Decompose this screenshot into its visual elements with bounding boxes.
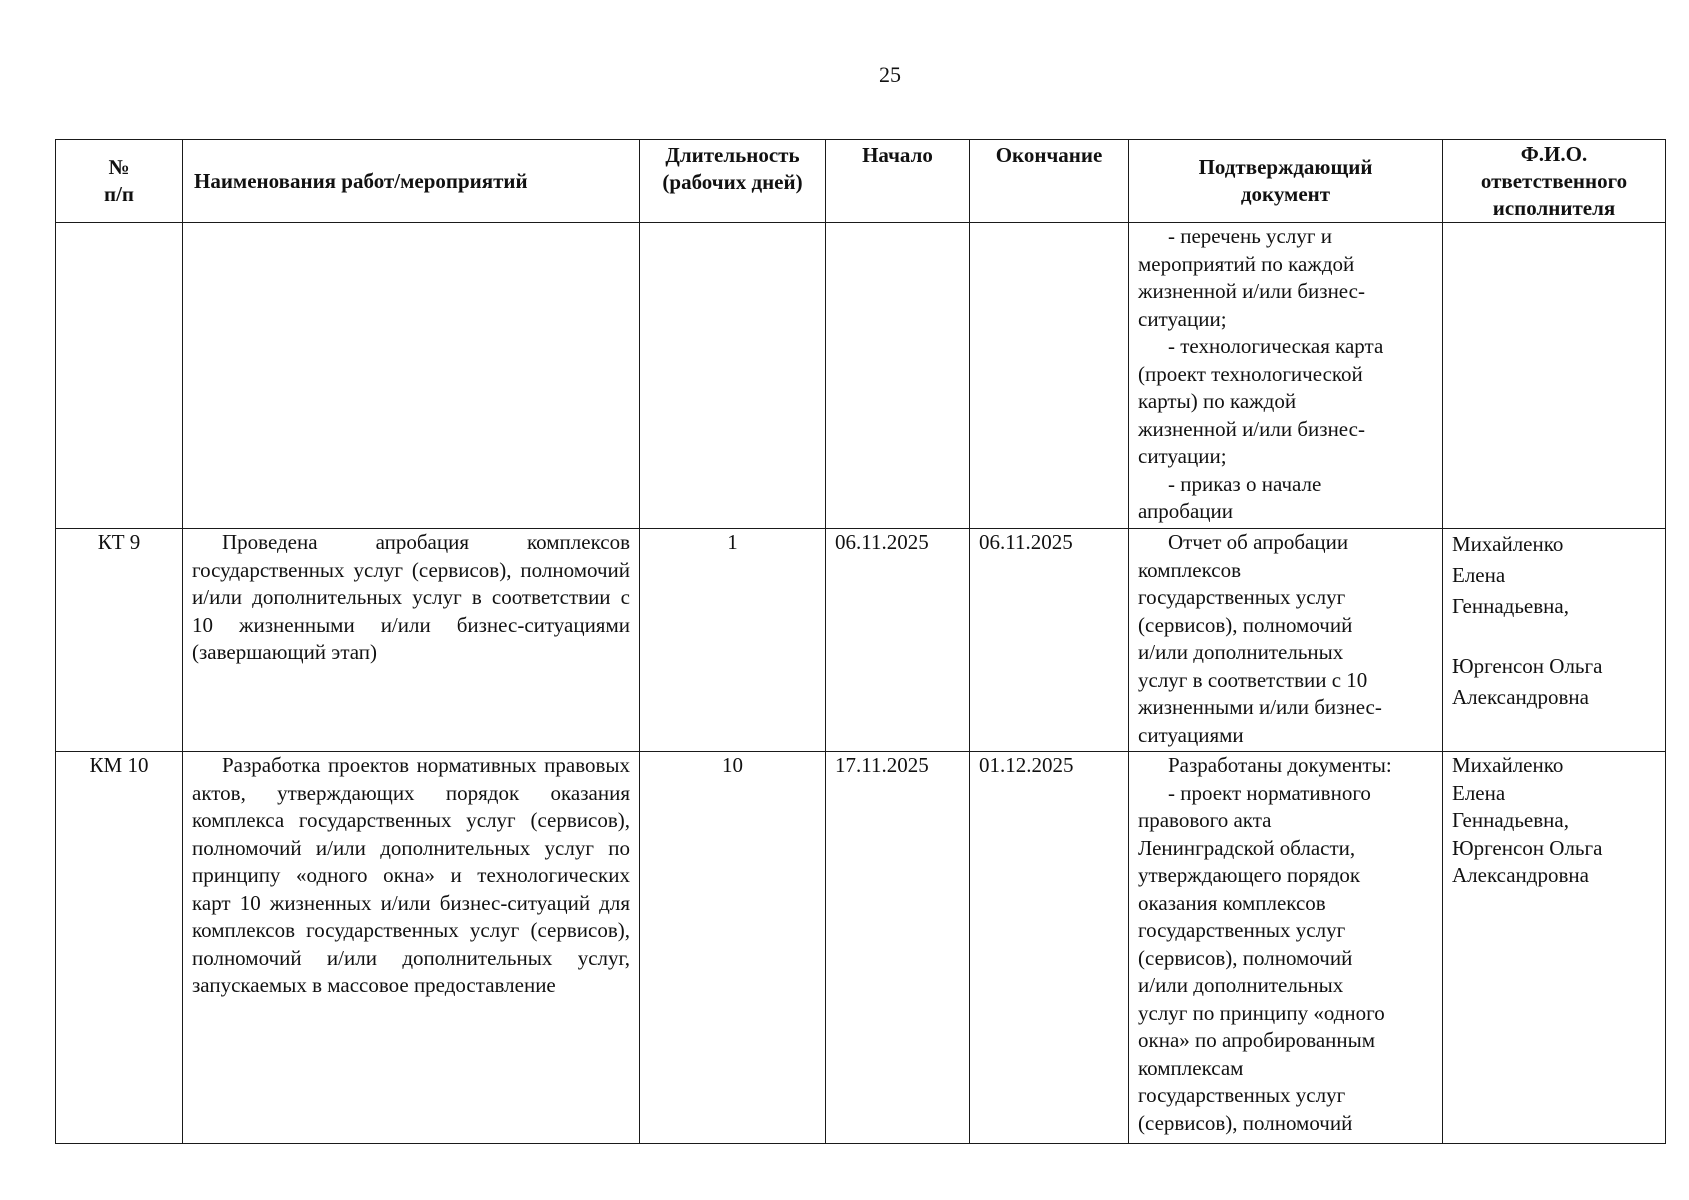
cell-end	[970, 223, 1129, 529]
doc-line: государственных услуг	[1138, 918, 1346, 942]
responsible-line: Елена	[1452, 780, 1506, 805]
cell-duration: 1	[640, 529, 826, 752]
doc-line: ситуации;	[1138, 444, 1227, 468]
header-duration: Длительность (рабочих дней)	[640, 140, 826, 223]
cell-name	[183, 223, 640, 529]
cell-start	[826, 223, 970, 529]
responsible-line: Юргенсон Ольга	[1452, 835, 1603, 860]
doc-line: - проект нормативного	[1168, 780, 1371, 805]
doc-line: Ленинградской области,	[1138, 835, 1356, 860]
responsible-gap	[1452, 622, 1656, 651]
cell-duration: 10	[640, 752, 826, 1144]
doc-line: ситуациями	[1138, 722, 1244, 747]
cell-num: КМ 10	[56, 752, 183, 1144]
responsible-line: Александровна	[1452, 685, 1589, 709]
doc-line: карты) по каждой	[1138, 389, 1297, 413]
page-number: 25	[879, 62, 901, 87]
header-responsible: Ф.И.О. ответственного исполнителя	[1443, 140, 1666, 223]
work-plan-table	[55, 139, 1666, 1144]
responsible-line: Александровна	[1452, 863, 1589, 887]
responsible-line: Юргенсон Ольга	[1452, 654, 1603, 678]
doc-line: комплексам	[1138, 1055, 1244, 1080]
cell-start: 17.11.2025	[826, 752, 970, 1144]
header-document: Подтверждающий документ	[1129, 140, 1443, 223]
header-name: Наименования работ/мероприятий	[183, 140, 640, 223]
responsible-line: Елена	[1452, 563, 1506, 587]
doc-line: окна» по апробированным	[1138, 1028, 1376, 1052]
cell-start: 06.11.2025	[826, 529, 970, 752]
doc-line: ситуации;	[1138, 306, 1227, 331]
header-end: Окончание	[970, 140, 1129, 223]
doc-line: (сервисов), полномочий	[1138, 1110, 1353, 1135]
table-row	[56, 752, 1666, 1144]
doc-line: мероприятий по каждой	[1138, 251, 1355, 276]
doc-line: Отчет об апробации	[1168, 530, 1349, 554]
table-header-row	[56, 140, 1666, 223]
doc-line: жизненной и/или бизнес-	[1138, 279, 1365, 303]
doc-line: услуг в соответствии с 10	[1138, 667, 1368, 692]
cell-document	[1129, 529, 1443, 752]
responsible-line: Геннадьевна,	[1452, 808, 1569, 832]
cell-end: 01.12.2025	[970, 752, 1129, 1144]
doc-line: - технологическая карта	[1168, 334, 1384, 358]
cell-responsible	[1443, 223, 1666, 529]
doc-line: апробации	[1138, 499, 1234, 523]
responsible-line: Михайленко	[1452, 753, 1564, 777]
doc-line: государственных услуг	[1138, 1083, 1346, 1107]
doc-line: утверждающего порядок	[1138, 863, 1361, 887]
header-num: № п/п	[56, 140, 183, 223]
cell-end: 06.11.2025	[970, 529, 1129, 752]
doc-line: жизненными и/или бизнес-	[1138, 695, 1382, 719]
doc-line: комплексов	[1138, 557, 1241, 582]
cell-document	[1129, 752, 1443, 1144]
responsible-line: Геннадьевна,	[1452, 594, 1569, 618]
table-row	[56, 223, 1666, 529]
doc-line: жизненной и/или бизнес-	[1138, 416, 1365, 441]
header-start: Начало	[826, 140, 970, 223]
doc-line: правового акта	[1138, 808, 1272, 832]
cell-document	[1129, 223, 1443, 529]
doc-line: оказания комплексов	[1138, 890, 1326, 915]
cell-num: КТ 9	[56, 529, 183, 752]
cell-num	[56, 223, 183, 529]
cell-name: Разработка проектов нормативных правовых актов, утверждающих порядок оказания комплекса государственных услуг (сервисов), полномочий и/или дополнительных услуг по принципу «одного окна» и технологических карт 10 жизненных и/или бизнес-ситуаций для комплексов государственных услуг (сервисов), полномочий и/или дополнительных услуг, запускаемых в массовое предоставление	[183, 752, 640, 1144]
cell-duration	[640, 223, 826, 529]
table-row	[56, 529, 1666, 752]
doc-line: (сервисов), полномочий	[1138, 945, 1353, 970]
cell-responsible	[1443, 529, 1666, 752]
doc-line: (сервисов), полномочий	[1138, 612, 1353, 637]
doc-line: государственных услуг	[1138, 585, 1346, 609]
doc-line: (проект технологической	[1138, 361, 1363, 386]
responsible-line: Михайленко	[1452, 532, 1564, 556]
doc-line: - приказ о начале	[1168, 471, 1322, 496]
cell-responsible	[1443, 752, 1666, 1144]
doc-line: и/или дополнительных	[1138, 973, 1344, 997]
doc-line: Разработаны документы:	[1168, 753, 1392, 777]
doc-line: и/или дополнительных	[1138, 640, 1344, 664]
doc-line: - перечень услуг и	[1168, 224, 1332, 248]
doc-line: услуг по принципу «одного	[1138, 1000, 1385, 1025]
cell-name: Проведена апробация комплексов государственных услуг (сервисов), полномочий и/или дополнительных услуг в соответствии с 10 жизненными и/или бизнес-ситуациями (завершающий этап)	[183, 529, 640, 752]
